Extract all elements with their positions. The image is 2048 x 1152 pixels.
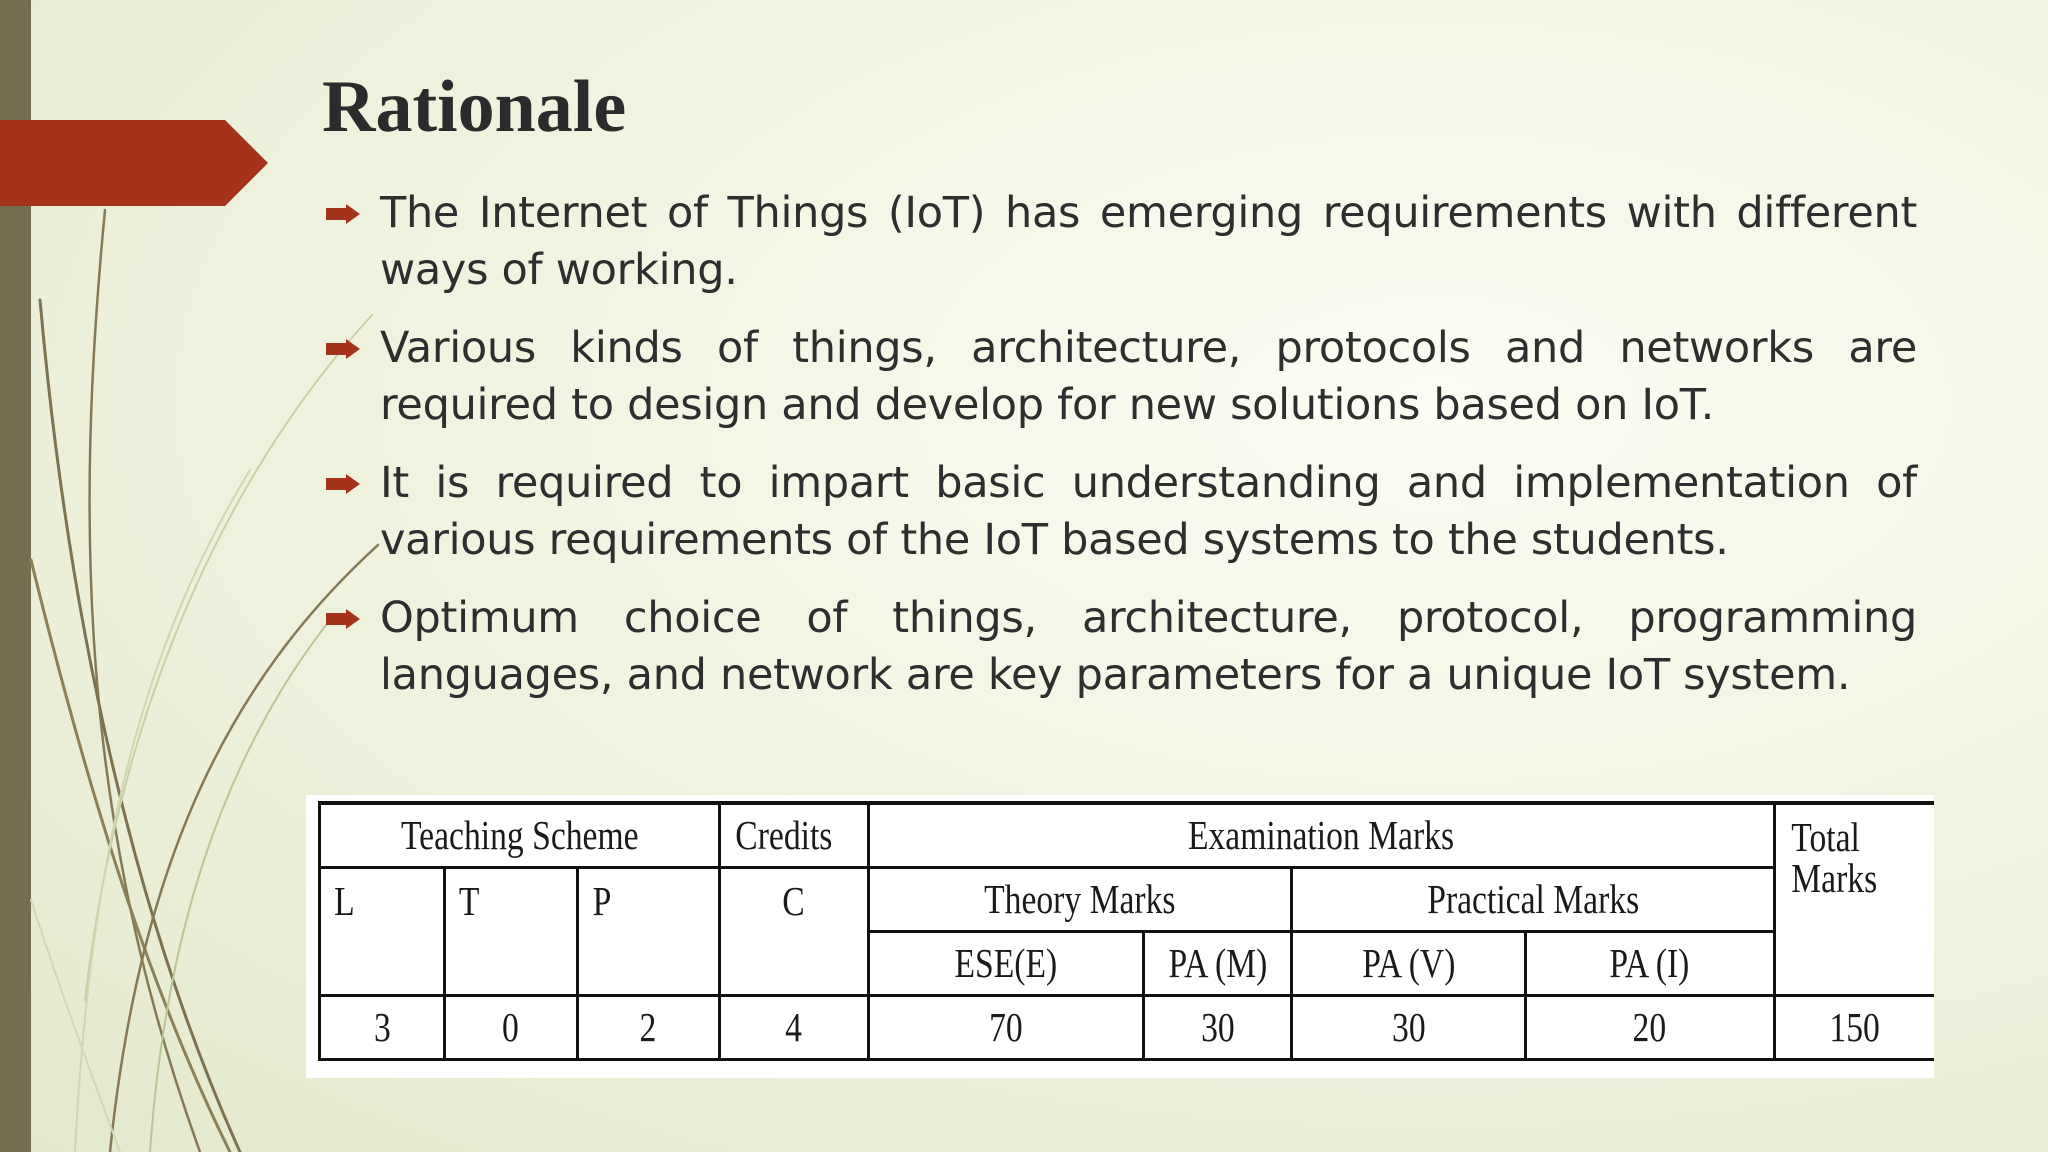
p-header: P — [590, 868, 706, 996]
examination-marks-header: Examination Marks — [950, 803, 1693, 868]
ese-header: ESE(E) — [893, 932, 1119, 996]
teaching-scheme-header: Teaching Scheme — [355, 803, 683, 868]
slide-title: Rationale — [322, 66, 627, 148]
c-value: 4 — [732, 996, 854, 1060]
pa-m-header: PA (M) — [1157, 932, 1278, 996]
p-value: 2 — [590, 996, 706, 1060]
bullet-list — [322, 185, 1917, 725]
bullet-text: The Internet of Things (IoT) has emerging requirements with different ways of working. — [380, 188, 1917, 295]
l-header: L — [331, 868, 433, 996]
t-value: 0 — [456, 996, 565, 1060]
pa-v-header: PA (V) — [1313, 932, 1505, 996]
pa-i-value: 20 — [1548, 996, 1752, 1060]
bullet-item — [322, 320, 1917, 434]
ese-value: 70 — [893, 996, 1119, 1060]
practical-marks-header: Practical Marks — [1335, 868, 1731, 932]
theory-marks-header: Theory Marks — [906, 868, 1253, 932]
accent-arrow-shape — [0, 120, 268, 206]
bullet-text: Optimum choice of things, architecture, protocol, programming languages, and network are key parameters for a unique IoT system. — [380, 593, 1917, 700]
right-arrow-bullet-icon — [326, 339, 360, 359]
scheme-table — [318, 801, 1934, 1061]
right-arrow-bullet-icon — [326, 609, 360, 629]
bullet-item — [322, 185, 1917, 299]
pa-m-value: 30 — [1157, 996, 1278, 1060]
bullet-item — [322, 455, 1917, 569]
pa-i-header: PA (I) — [1548, 932, 1752, 996]
total-value: 150 — [1788, 996, 1919, 1060]
right-arrow-bullet-icon — [326, 474, 360, 494]
bullet-item — [322, 590, 1917, 704]
right-arrow-bullet-icon — [326, 204, 360, 224]
c-header: C — [732, 868, 854, 996]
total-marks-header: Total Marks — [1788, 803, 1919, 996]
scheme-table-image — [306, 795, 1934, 1078]
t-header: T — [456, 868, 565, 996]
bullet-text: Various kinds of things, architecture, protocols and networks are required to design and develop for new solutions based on IoT. — [380, 323, 1917, 430]
credits-header: Credits — [732, 803, 854, 868]
bullet-text: It is required to impart basic understanding and implementation of various requirements of the IoT based systems to the students. — [380, 458, 1917, 565]
l-value: 3 — [331, 996, 433, 1060]
pa-v-value: 30 — [1313, 996, 1505, 1060]
